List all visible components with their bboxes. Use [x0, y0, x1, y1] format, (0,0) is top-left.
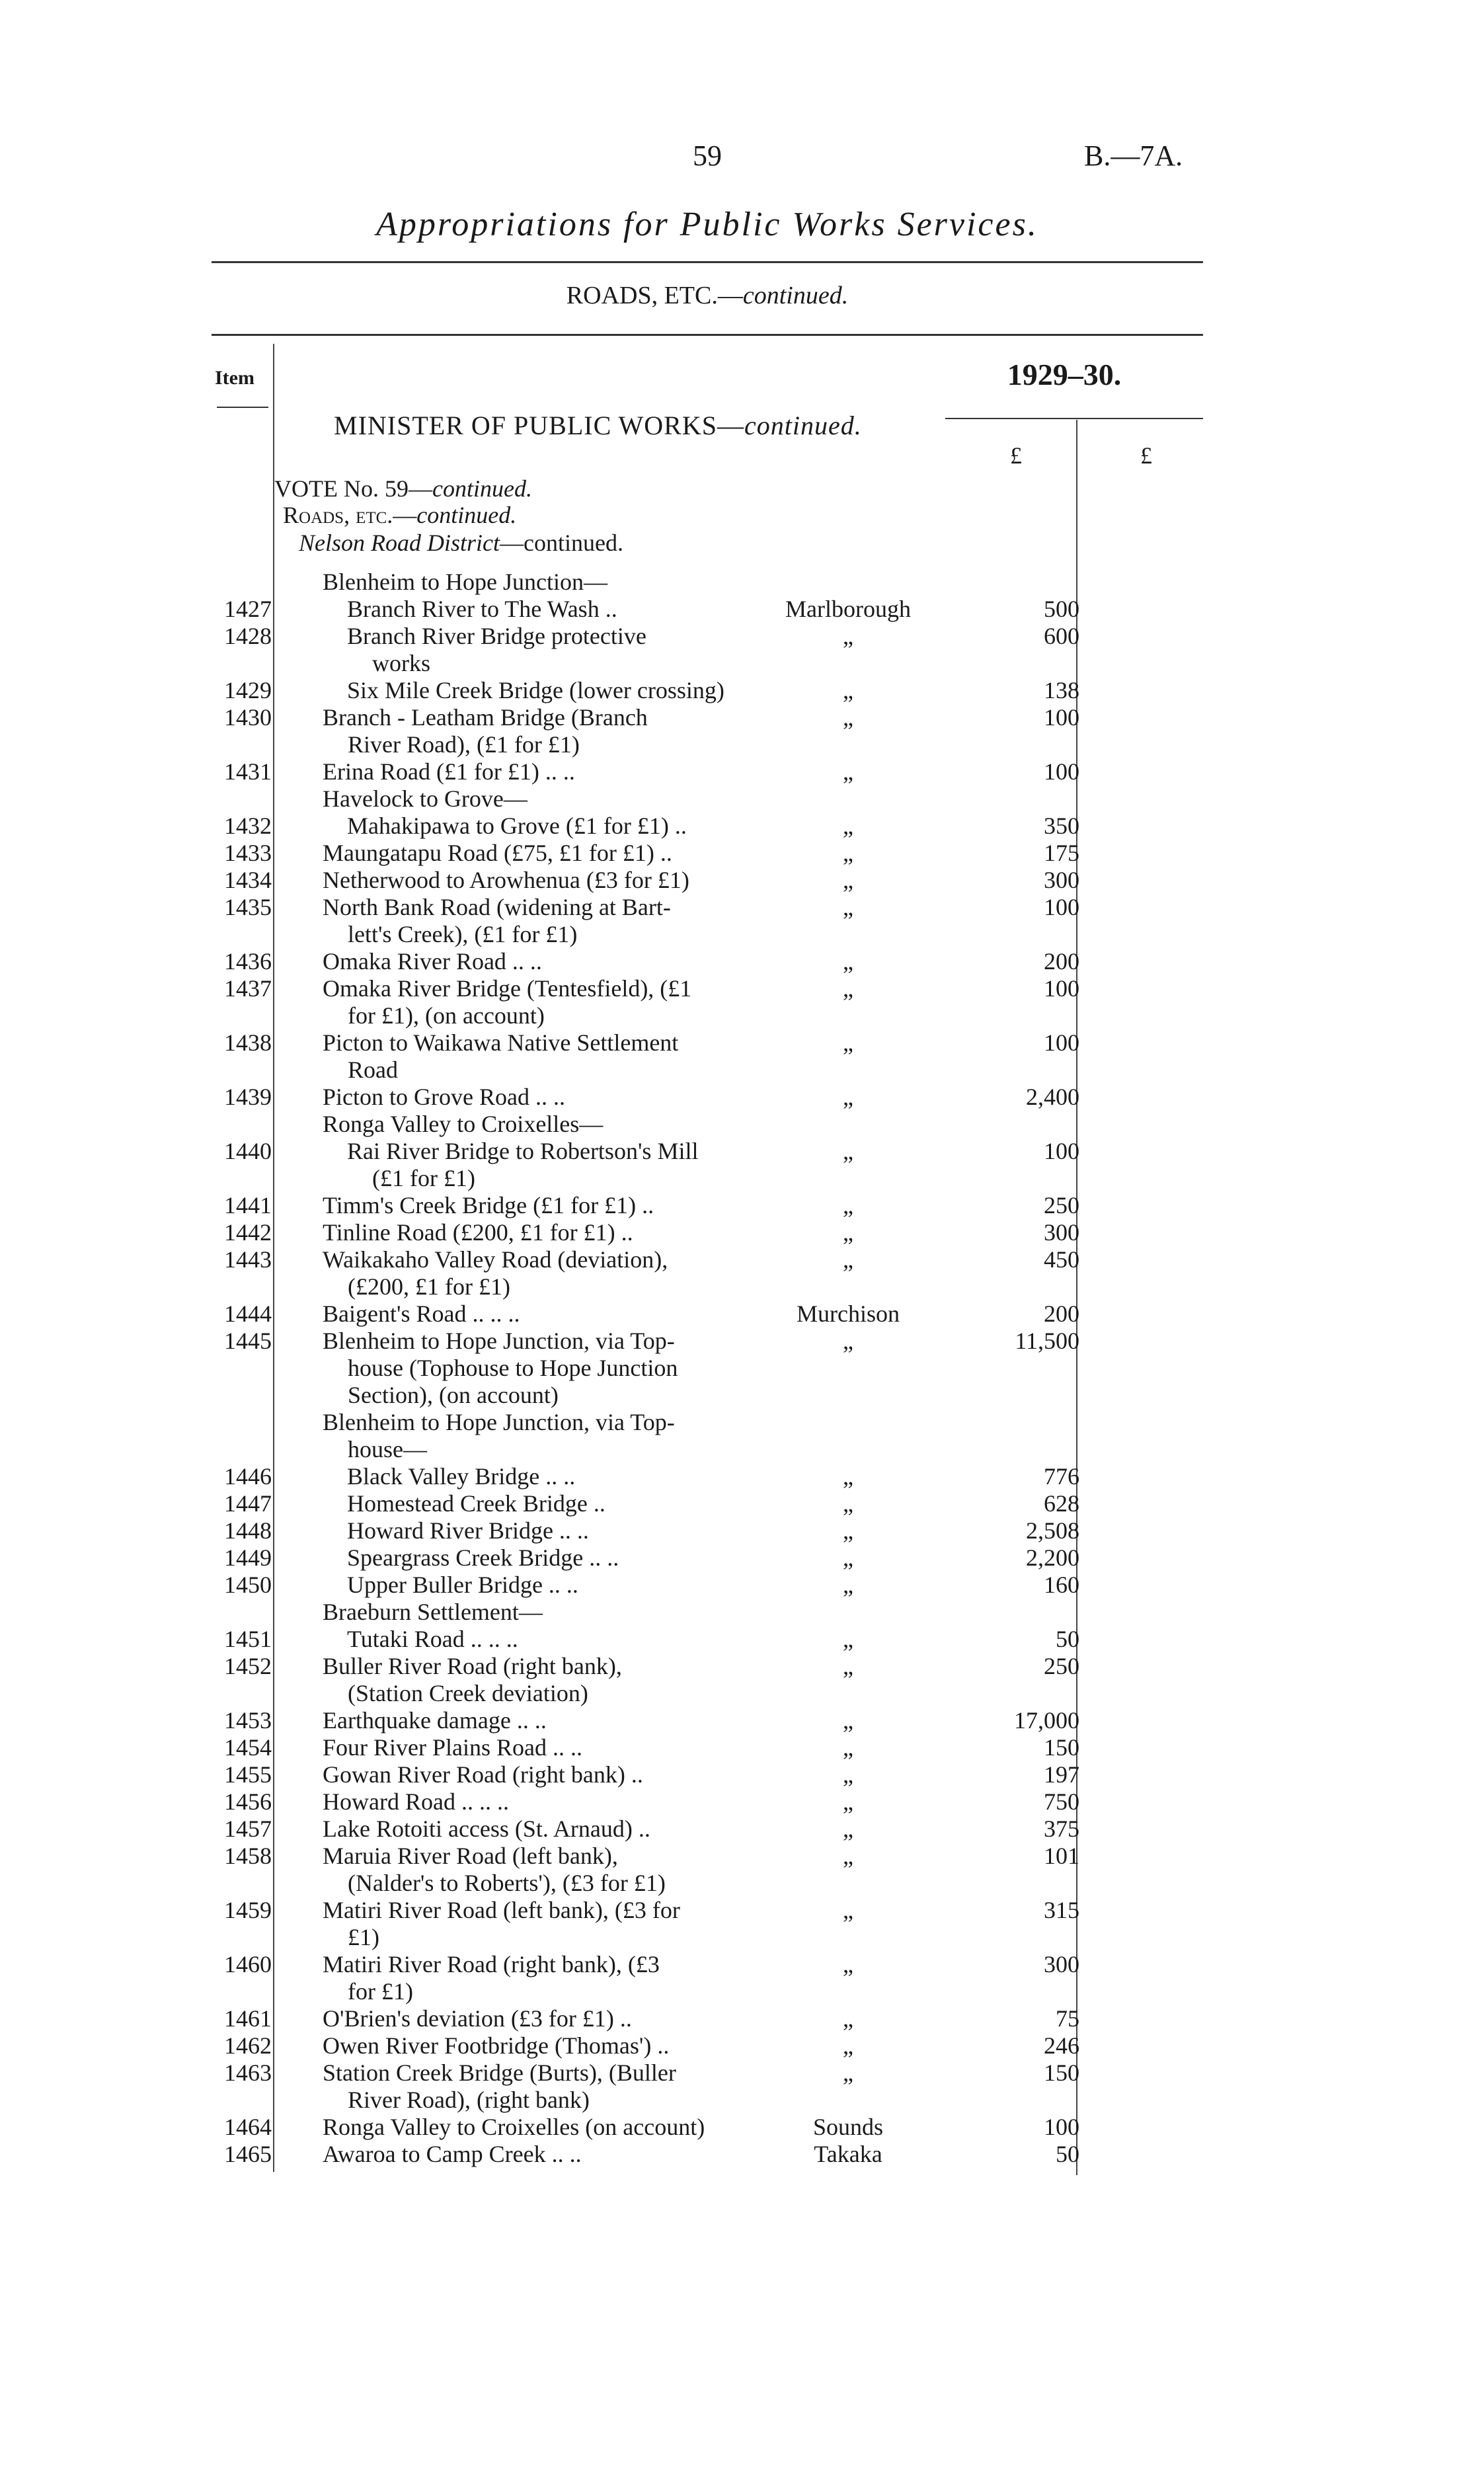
- item-description: [273, 1029, 749, 1084]
- item-number: 1458: [224, 1843, 272, 1869]
- table-row: [0, 1951, 1484, 2005]
- item-number: 1439: [224, 1084, 272, 1110]
- description-line: Blenheim to Hope Junction—: [323, 569, 607, 595]
- description-line: Timm's Creek Bridge (£1 for £1) ..: [323, 1192, 654, 1218]
- electoral-district: „: [843, 1219, 853, 1246]
- item-description: [273, 2032, 749, 2059]
- table-row: [0, 758, 1484, 785]
- item-description: [273, 2059, 749, 2114]
- item-description: [273, 1192, 749, 1219]
- electoral-district: „: [843, 948, 853, 975]
- item-number: 1456: [224, 1788, 272, 1815]
- table-row: [0, 1788, 1484, 1816]
- electoral-district: „: [843, 1572, 853, 1598]
- table-row: [0, 1490, 1484, 1517]
- description-line: Blenheim to Hope Junction, via Top-: [323, 1328, 675, 1354]
- description-line: Netherwood to Arowhenua (£3 for £1): [323, 867, 689, 893]
- item-description: [273, 1951, 749, 2005]
- item-description: [273, 2005, 749, 2032]
- item-number: 1449: [224, 1544, 272, 1571]
- table-row: [0, 1463, 1484, 1490]
- description-line: Matiri River Road (right bank), (£3: [323, 1951, 660, 1977]
- electoral-district: „: [843, 2032, 853, 2059]
- table-row: [0, 975, 1484, 1029]
- table-row: [0, 1626, 1484, 1653]
- description-line: Four River Plains Road .. ..: [323, 1734, 582, 1761]
- description-line: Gowan River Road (right bank) ..: [323, 1761, 643, 1788]
- amount: 600: [1044, 623, 1079, 649]
- item-description: [273, 1572, 749, 1599]
- title-rule: [212, 261, 1203, 263]
- description-line: Mahakipawa to Grove (£1 for £1) ..: [347, 813, 687, 839]
- table-row: [0, 623, 1484, 677]
- description-line: Station Creek Bridge (Burts), (Buller: [323, 2059, 676, 2086]
- amount: 100: [1044, 1138, 1079, 1164]
- electoral-district: Sounds: [812, 2114, 884, 2140]
- description-line: Howard Road .. .. ..: [323, 1788, 509, 1815]
- item-description: [273, 975, 749, 1029]
- electoral-district: „: [843, 813, 853, 839]
- electoral-district: „: [843, 1246, 853, 1273]
- item-description: [273, 1816, 749, 1843]
- table-row: [0, 1843, 1484, 1897]
- description-line: Matiri River Road (left bank), (£3 for: [323, 1897, 680, 1923]
- table-row: [0, 1897, 1484, 1951]
- item-description: [273, 785, 749, 813]
- item-number: 1443: [224, 1246, 272, 1273]
- electoral-district: „: [843, 677, 853, 703]
- item-number: 1442: [224, 1219, 272, 1246]
- description-line: Omaka River Bridge (Tentesfield), (£1: [323, 975, 692, 1002]
- description-line: Tutaki Road .. .. ..: [347, 1626, 518, 1652]
- description-line: (Station Creek deviation): [348, 1680, 588, 1706]
- description-line: for £1), (on account): [348, 1002, 545, 1029]
- item-description: [273, 1328, 749, 1409]
- amount: 150: [1044, 1734, 1079, 1761]
- table-row: [0, 1761, 1484, 1788]
- item-number: 1430: [224, 704, 272, 731]
- item-description: [273, 1788, 749, 1816]
- item-number: 1431: [224, 758, 272, 785]
- electoral-district: „: [843, 1788, 853, 1815]
- item-description: [273, 1111, 749, 1138]
- pound-symbol-1: £: [1010, 442, 1022, 469]
- description-line: Branch River to The Wash ..: [347, 596, 617, 622]
- description-line: Lake Rotoiti access (St. Arnaud) ..: [323, 1816, 650, 1842]
- amount: 200: [1044, 948, 1079, 975]
- description-line: Baigent's Road .. .. ..: [323, 1300, 520, 1327]
- amount: 300: [1044, 1219, 1079, 1246]
- description-line: Havelock to Grove—: [323, 785, 527, 812]
- description-line: Ronga Valley to Croixelles (on account): [323, 2114, 705, 2140]
- description-line: Blenheim to Hope Junction, via Top-: [323, 1409, 675, 1435]
- item-number: 1432: [224, 813, 272, 839]
- electoral-district: „: [843, 840, 853, 866]
- item-description: [273, 1463, 749, 1490]
- electoral-district: Takaka: [814, 2141, 882, 2167]
- amount: 500: [1044, 596, 1079, 622]
- table-row: [0, 2059, 1484, 2114]
- item-description: [273, 623, 749, 677]
- amount: 750: [1044, 1788, 1079, 1815]
- item-description: [273, 1219, 749, 1246]
- item-description: [273, 596, 749, 623]
- table-row: [0, 1707, 1484, 1734]
- table-row: [0, 867, 1484, 894]
- description-line: Maruia River Road (left bank),: [323, 1843, 618, 1869]
- item-number: 1428: [224, 623, 272, 649]
- item-number: 1453: [224, 1707, 272, 1734]
- table-row: [0, 2032, 1484, 2059]
- item-number: 1465: [224, 2141, 272, 2167]
- amount: 100: [1044, 704, 1079, 731]
- electoral-district: „: [843, 1653, 853, 1679]
- amount: 101: [1044, 1843, 1079, 1869]
- electoral-district: „: [843, 1897, 853, 1923]
- description-line: works: [372, 650, 430, 676]
- description-line: for £1): [348, 1978, 413, 2005]
- description-line: Speargrass Creek Bridge .. ..: [347, 1544, 619, 1571]
- electoral-district: „: [843, 1734, 853, 1761]
- item-description: [273, 1246, 749, 1300]
- description-line: (£200, £1 for £1): [348, 1273, 510, 1300]
- description-line: River Road), (right bank): [348, 2087, 590, 2113]
- item-number: 1460: [224, 1951, 272, 1977]
- description-line: O'Brien's deviation (£3 for £1) ..: [323, 2005, 632, 2032]
- roads-heading: Roads, etc.—continued.: [283, 502, 517, 528]
- electoral-district: „: [843, 1707, 853, 1734]
- item-number: 1438: [224, 1029, 272, 1056]
- item-description: [273, 1626, 749, 1653]
- item-description: [273, 894, 749, 948]
- table-row: [0, 1599, 1484, 1626]
- description-line: Black Valley Bridge .. ..: [347, 1463, 576, 1490]
- item-number: 1455: [224, 1761, 272, 1788]
- description-line: Erina Road (£1 for £1) .. ..: [323, 758, 575, 785]
- amount: 11,500: [1015, 1328, 1079, 1354]
- table-row: [0, 1138, 1484, 1192]
- amount: 246: [1044, 2032, 1079, 2059]
- table-row: [0, 1246, 1484, 1300]
- description-line: Tinline Road (£200, £1 for £1) ..: [323, 1219, 633, 1246]
- description-line: Rai River Bridge to Robertson's Mill: [347, 1138, 699, 1164]
- item-description: [273, 867, 749, 894]
- year-header-rule: [945, 418, 1203, 419]
- item-description: [273, 1084, 749, 1111]
- year-column-header: 1929–30.: [1007, 358, 1122, 391]
- amount: 100: [1044, 1029, 1079, 1056]
- item-number: 1435: [224, 894, 272, 920]
- amount: 628: [1044, 1490, 1079, 1517]
- electoral-district: „: [843, 1951, 853, 1977]
- item-description: [273, 948, 749, 975]
- amount: 350: [1044, 813, 1079, 839]
- page-title: Appropriations for Public Works Services.: [376, 206, 1038, 243]
- table-top-rule: [212, 334, 1203, 336]
- electoral-district: „: [843, 1192, 853, 1218]
- item-description: [273, 677, 749, 704]
- table-row: [0, 1029, 1484, 1084]
- item-description: [273, 1761, 749, 1788]
- amount: 100: [1044, 758, 1079, 785]
- table-row: [0, 596, 1484, 623]
- page-number: 59: [693, 140, 722, 172]
- description-line: Braeburn Settlement—: [323, 1599, 543, 1625]
- electoral-district: „: [843, 867, 853, 893]
- electoral-district: „: [843, 704, 853, 731]
- electoral-district: „: [843, 1761, 853, 1788]
- document-reference: B.—7A.: [1084, 140, 1183, 172]
- description-line: Road: [348, 1057, 398, 1083]
- item-number: 1461: [224, 2005, 272, 2032]
- description-line: Howard River Bridge .. ..: [347, 1517, 589, 1544]
- table-row: [0, 2005, 1484, 2032]
- item-number: 1463: [224, 2059, 272, 2086]
- amount: 2,508: [1026, 1517, 1079, 1544]
- amount: 2,400: [1026, 1084, 1079, 1110]
- amount: 250: [1044, 1653, 1079, 1679]
- item-number: 1464: [224, 2114, 272, 2140]
- table-row: [0, 1572, 1484, 1599]
- item-description: [273, 813, 749, 840]
- description-line: house (Tophouse to Hope Junction: [348, 1355, 678, 1381]
- amount: 315: [1044, 1897, 1079, 1923]
- description-line: Branch River Bridge protective: [347, 623, 646, 649]
- electoral-district: „: [843, 2059, 853, 2086]
- amount: 150: [1044, 2059, 1079, 2086]
- description-line: Owen River Footbridge (Thomas') ..: [323, 2032, 670, 2059]
- description-line: Picton to Grove Road .. ..: [323, 1084, 565, 1110]
- table-row: [0, 1084, 1484, 1111]
- table-row: [0, 1219, 1484, 1246]
- electoral-district: „: [843, 1490, 853, 1517]
- vote-heading: VOTE No. 59—continued.: [274, 475, 532, 502]
- electoral-district: „: [843, 758, 853, 785]
- amount: 100: [1044, 975, 1079, 1002]
- description-line: Waikakaho Valley Road (deviation),: [323, 1246, 668, 1273]
- table-row: [0, 1816, 1484, 1843]
- electoral-district: Marlborough: [785, 596, 911, 622]
- amount: 175: [1044, 840, 1079, 866]
- description-line: (Nalder's to Roberts'), (£3 for £1): [348, 1870, 666, 1896]
- item-description: [273, 1517, 749, 1544]
- table-row: [0, 1328, 1484, 1409]
- item-description: [273, 1300, 749, 1328]
- amount: 50: [1056, 2141, 1079, 2167]
- item-description: [273, 1653, 749, 1707]
- section-subtitle: ROADS, ETC.—continued.: [566, 282, 849, 309]
- item-number: 1427: [224, 596, 272, 622]
- description-line: Buller River Road (right bank),: [323, 1653, 622, 1679]
- amount: 75: [1056, 2005, 1079, 2032]
- item-number: 1445: [224, 1328, 272, 1354]
- table-row: [0, 1734, 1484, 1761]
- item-number: 1459: [224, 1897, 272, 1923]
- table-row: [0, 2141, 1484, 2168]
- table-row: [0, 894, 1484, 948]
- electoral-district: „: [843, 1843, 853, 1869]
- item-description: [273, 840, 749, 867]
- item-number: 1448: [224, 1517, 272, 1544]
- description-line: Ronga Valley to Croixelles—: [323, 1111, 604, 1137]
- amount: 138: [1044, 677, 1079, 703]
- table-row: [0, 569, 1484, 596]
- item-number: 1429: [224, 677, 272, 703]
- electoral-district: „: [843, 975, 853, 1002]
- description-line: Branch - Leatham Bridge (Branch: [323, 704, 648, 731]
- description-line: North Bank Road (widening at Bart-: [323, 894, 671, 920]
- amount: 17,000: [1014, 1707, 1079, 1734]
- amount: 300: [1044, 867, 1079, 893]
- amount: 776: [1044, 1463, 1079, 1490]
- item-column-header: Item: [215, 367, 254, 389]
- electoral-district: „: [843, 623, 853, 649]
- description-line: Awaroa to Camp Creek .. ..: [323, 2141, 582, 2167]
- item-number: 1434: [224, 867, 272, 893]
- amount: 300: [1044, 1951, 1079, 1977]
- description-line: Earthquake damage .. ..: [323, 1707, 547, 1734]
- table-row: [0, 840, 1484, 867]
- description-line: £1): [348, 1924, 379, 1950]
- item-description: [273, 1734, 749, 1761]
- item-description: [273, 1599, 749, 1626]
- item-number: 1441: [224, 1192, 272, 1218]
- amount: 50: [1056, 1626, 1079, 1652]
- table-row: [0, 1544, 1484, 1572]
- amount: 160: [1044, 1572, 1079, 1598]
- amount: 197: [1044, 1761, 1079, 1788]
- electoral-district: „: [843, 1517, 853, 1544]
- description-line: Omaka River Road .. ..: [323, 948, 542, 975]
- minister-heading: MINISTER OF PUBLIC WORKS—continued.: [334, 411, 862, 440]
- item-number: 1457: [224, 1816, 272, 1842]
- item-description: [273, 1544, 749, 1572]
- item-number: 1451: [224, 1626, 272, 1652]
- table-row: [0, 948, 1484, 975]
- item-description: [273, 704, 749, 758]
- electoral-district: „: [843, 1328, 853, 1354]
- amount: 100: [1044, 894, 1079, 920]
- electoral-district: „: [843, 1626, 853, 1652]
- table-row: [0, 704, 1484, 758]
- amount: 250: [1044, 1192, 1079, 1218]
- amount: 2,200: [1026, 1544, 1079, 1571]
- district-heading: Nelson Road District—continued.: [299, 530, 623, 556]
- table-row: [0, 785, 1484, 813]
- electoral-district: Murchison: [797, 1300, 900, 1327]
- table-row: [0, 1300, 1484, 1328]
- item-number: 1454: [224, 1734, 272, 1761]
- amount: 450: [1044, 1246, 1079, 1273]
- description-line: Upper Buller Bridge .. ..: [347, 1572, 578, 1598]
- table-row: [0, 1409, 1484, 1463]
- electoral-district: „: [843, 1029, 853, 1056]
- item-number: 1444: [224, 1300, 272, 1327]
- item-number: 1452: [224, 1653, 272, 1679]
- electoral-district: „: [843, 1816, 853, 1842]
- description-line: Maungatapu Road (£75, £1 for £1) ..: [323, 840, 672, 866]
- electoral-district: „: [843, 894, 853, 920]
- amount: 100: [1044, 2114, 1079, 2140]
- appropriations-table: [0, 569, 1484, 2168]
- description-line: lett's Creek), (£1 for £1): [348, 921, 578, 947]
- table-row: [0, 2114, 1484, 2141]
- table-row: [0, 1517, 1484, 1544]
- item-description: [273, 1490, 749, 1517]
- description-line: (£1 for £1): [372, 1165, 475, 1191]
- table-row: [0, 813, 1484, 840]
- item-description: [273, 1897, 749, 1951]
- description-line: Section), (on account): [348, 1382, 559, 1408]
- item-description: [273, 2114, 749, 2141]
- electoral-district: „: [843, 1084, 853, 1110]
- description-line: Picton to Waikawa Native Settlement: [323, 1029, 679, 1056]
- item-description: [273, 569, 749, 596]
- item-number: 1450: [224, 1572, 272, 1598]
- item-number: 1436: [224, 948, 272, 975]
- description-line: house—: [348, 1436, 427, 1462]
- item-number: 1462: [224, 2032, 272, 2059]
- item-description: [273, 1138, 749, 1192]
- table-row: [0, 1192, 1484, 1219]
- item-description: [273, 2141, 749, 2168]
- item-header-rule: [217, 407, 268, 408]
- table-row: [0, 1111, 1484, 1138]
- item-number: 1447: [224, 1490, 272, 1517]
- item-description: [273, 1707, 749, 1734]
- description-line: Six Mile Creek Bridge (lower crossing): [347, 677, 724, 703]
- item-description: [273, 758, 749, 785]
- item-number: 1433: [224, 840, 272, 866]
- item-number: 1440: [224, 1138, 272, 1164]
- amount: 375: [1044, 1816, 1079, 1842]
- electoral-district: „: [843, 1463, 853, 1490]
- description-line: River Road), (£1 for £1): [348, 731, 580, 758]
- amount: 200: [1044, 1300, 1079, 1327]
- electoral-district: „: [843, 2005, 853, 2032]
- item-description: [273, 1409, 749, 1463]
- electoral-district: „: [843, 1138, 853, 1164]
- table-row: [0, 1653, 1484, 1707]
- item-number: 1437: [224, 975, 272, 1002]
- item-description: [273, 1843, 749, 1897]
- pound-symbol-2: £: [1140, 442, 1152, 469]
- table-row: [0, 677, 1484, 704]
- description-line: Homestead Creek Bridge ..: [347, 1490, 605, 1517]
- electoral-district: „: [843, 1544, 853, 1571]
- item-number: 1446: [224, 1463, 272, 1490]
